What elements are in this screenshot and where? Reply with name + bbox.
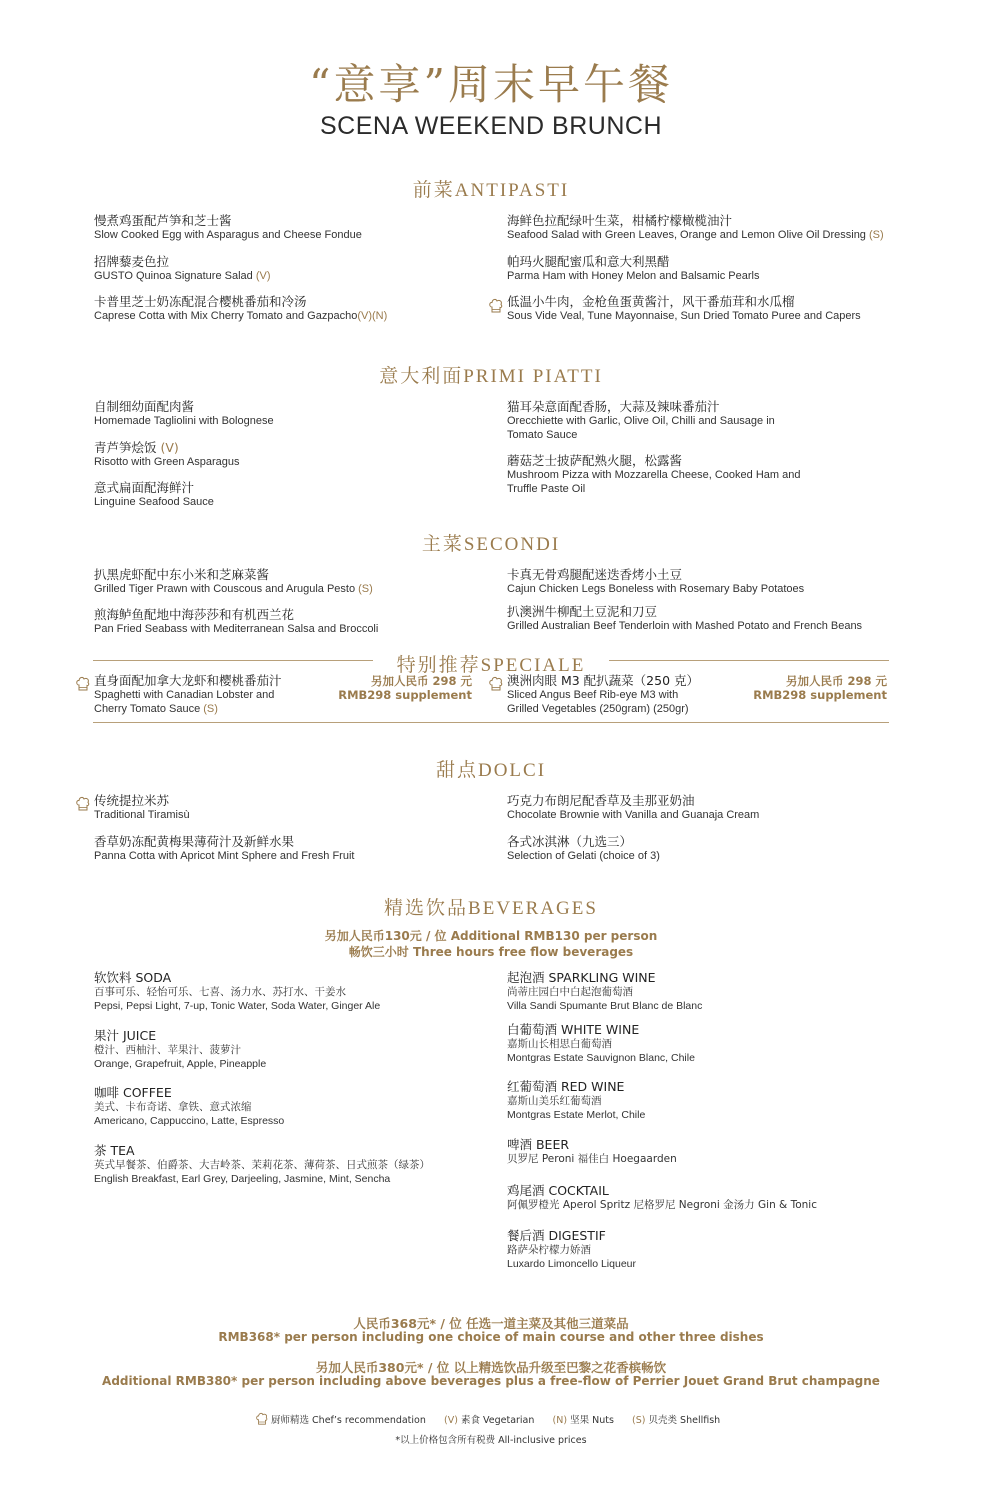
beverage-list-cn: 美式、卡布奇诺、拿铁、意式浓缩 [94, 1101, 252, 1113]
menu-item [94, 835, 354, 863]
beverage-title: 果汁 JUICE [94, 1028, 157, 1043]
supplement-price [745, 674, 887, 702]
item-name-cn: 卡普里芝士奶冻配混合樱桃番茄和冷汤 [94, 294, 307, 309]
menu-item [94, 214, 362, 242]
item-name-cn: 扒黑虎虾配中东小米和芝麻菜酱 [94, 567, 270, 582]
section-header-secondi: 主菜SECONDI [421, 534, 561, 555]
menu-item [507, 295, 861, 323]
beverage-list-en: Montgras Estate Sauvignon Blanc, Chile [507, 1052, 695, 1064]
beverage-title: 白葡萄酒 WHITE WINE [507, 1022, 640, 1037]
item-name-en: Risotto with Green Asparagus [94, 456, 240, 468]
beverage-title: 茶 TEA [94, 1143, 135, 1158]
menu-item [94, 441, 240, 469]
menu-item [507, 214, 884, 242]
menu-item [94, 481, 214, 509]
beverage-group [507, 1080, 645, 1122]
chef-hat-icon [256, 1412, 268, 1426]
beverage-title: 起泡酒 SPARKLING WINE [507, 970, 656, 985]
section-header-beverages: 精选饮品BEVERAGES [384, 898, 598, 919]
section-header-dolci: 甜点DOLCI [435, 760, 547, 781]
item-name-cn: 直身面配加拿大龙虾和樱桃番茄汁 [94, 673, 282, 688]
menu-item [94, 255, 271, 283]
beverage-list-cn: 英式早餐茶、伯爵茶、大吉岭茶、茉莉花茶、薄荷茶、日式煎茶（绿茶） [94, 1159, 430, 1171]
item-name-en: Chocolate Brownie with Vanilla and Guanaja Cream [507, 809, 760, 821]
chef-hat-icon [76, 676, 90, 692]
beverage-list-en: Orange, Grapefruit, Apple, Pineapple [94, 1058, 267, 1070]
item-name-cn: 各式冰淇淋（九选三） [507, 834, 633, 849]
item-name-cn: 卡真无骨鸡腿配迷迭香烤小土豆 [507, 567, 683, 582]
price-cn: 另加人民币 298 元 [370, 674, 472, 688]
item-name-en: Tomato Sauce [507, 429, 578, 441]
item-name-cn: 扒澳洲牛柳配土豆泥和刀豆 [507, 604, 658, 619]
beverage-list-cn: 尚蒂庄园白中白起泡葡萄酒 [507, 986, 633, 998]
item-name-cn: 青芦笋烩饭 [94, 440, 157, 455]
item-name-en: Cherry Tomato Sauce [94, 703, 201, 715]
beverage-list-en: Americano, Cappuccino, Latte, Espresso [94, 1115, 285, 1127]
menu-item [507, 835, 660, 863]
beverage-list-en: Luxardo Limoncello Liqueur [507, 1258, 636, 1270]
beverage-list-en: English Breakfast, Earl Grey, Darjeeling, Jasmine, Mint, Sencha [94, 1173, 391, 1185]
menu-item [94, 400, 274, 428]
item-name-cn: 海鲜色拉配绿叶生菜，柑橘柠檬橄榄油汁 [507, 213, 733, 228]
item-name-cn: 慢煮鸡蛋配芦笋和芝士酱 [94, 213, 232, 228]
menu-item [94, 794, 190, 822]
legend-n-tag: (N) [552, 1415, 568, 1426]
beverage-group [94, 1029, 266, 1071]
beverage-group [94, 1144, 430, 1186]
page-title-en: SCENA WEEKEND BRUNCH [320, 112, 662, 140]
price-en: RMB298 supplement [753, 688, 887, 702]
item-name-en: Spaghetti with Canadian Lobster and [94, 689, 275, 701]
item-name-cn: 自制细幼面配肉酱 [94, 399, 195, 414]
item-name-cn: 煎海鲈鱼配地中海莎莎和有机西兰花 [94, 607, 295, 622]
dietary-tag: (V) [160, 440, 179, 455]
item-name-en: Grilled Australian Beef Tenderloin with Mashed Potato and French Beans [507, 620, 863, 632]
beverage-title: 软饮料 SODA [94, 970, 172, 985]
item-name-en: Orecchiette with Garlic, Olive Oil, Chilli and Sausage in [507, 415, 775, 427]
item-name-en: Traditional Tiramisù [94, 809, 190, 821]
item-name-cn: 招牌藜麦色拉 [94, 254, 170, 269]
legend-nuts: 坚果 Nuts [570, 1415, 614, 1426]
chef-hat-icon [489, 676, 503, 692]
supplement-price [330, 674, 472, 702]
legend-vegetarian: 素食 Vegetarian [460, 1415, 535, 1426]
menu-item [507, 605, 862, 633]
item-name-en: Sous Vide Veal, Tune Mayonnaise, Sun Dried Tomato Puree and Capers [507, 310, 861, 322]
item-name-en: Slow Cooked Egg with Asparagus and Cheese Fondue [94, 229, 362, 241]
beverage-list-en: Villa Sandi Spumante Brut Blanc de Blanc [507, 1000, 703, 1012]
menu-item [507, 255, 760, 283]
beverage-group [507, 971, 702, 1013]
legend-v-tag: (V) [444, 1415, 458, 1426]
dietary-tag: (V)(N) [357, 310, 388, 322]
item-name-en: Truffle Paste Oil [507, 483, 586, 495]
price-cn: 另加人民币 298 元 [785, 674, 887, 688]
item-name-en: Parma Ham with Honey Melon and Balsamic Pearls [507, 270, 760, 282]
section-header-primi: 意大利面PRIMI PIATTI [379, 366, 603, 387]
beverage-group [507, 1229, 636, 1271]
beverage-list-en: Pepsi, Pepsi Light, 7-up, Tonic Water, Soda Water, Ginger Ale [94, 1000, 381, 1012]
beverage-group [507, 1184, 817, 1212]
price-line-1-cn: 人民币368元* / 位 任选一道主菜及其他三道菜品 [353, 1316, 629, 1331]
item-name-cn: 帕玛火腿配蜜瓜和意大利黑醋 [507, 254, 670, 269]
price-en: RMB298 supplement [338, 688, 472, 702]
beverage-group [94, 1086, 284, 1128]
menu-item-special [507, 674, 699, 716]
item-name-cn: 意式扁面配海鲜汁 [94, 480, 195, 495]
item-name-en: Seafood Salad with Green Leaves, Orange and Lemon Olive Oil Dressing [507, 229, 866, 241]
item-name-cn: 蘑菇芝士披萨配熟火腿，松露酱 [507, 453, 683, 468]
beverage-duration-note: 畅饮三小时 Three hours free flow beverages [348, 945, 634, 959]
item-name-en: GUSTO Quinoa Signature Salad [94, 270, 253, 282]
beverage-list-cn: 嘉斯山长相思白葡萄酒 [507, 1038, 612, 1050]
beverage-title: 餐后酒 DIGESTIF [507, 1228, 606, 1243]
item-name-cn: 猫耳朵意面配香肠，大蒜及辣味番茄汁 [507, 399, 720, 414]
menu-item-special [94, 674, 282, 716]
beverage-list-cn: 嘉斯山美乐红葡萄酒 [507, 1095, 602, 1107]
menu-item [94, 568, 373, 596]
beverage-title: 咖啡 COFFEE [94, 1085, 172, 1100]
item-name-en: Grilled Vegetables (250gram) (250gr) [507, 703, 689, 715]
chef-hat-icon [76, 796, 90, 812]
beverage-group [507, 1138, 677, 1166]
price-line-1-en: RMB368* per person including one choice of main course and other three dishes [218, 1330, 764, 1344]
legend-chef: 厨师精选 Chef’s recommendation [271, 1415, 426, 1426]
beverage-group [94, 971, 380, 1013]
menu-item [507, 454, 800, 496]
beverage-title: 红葡萄酒 RED WINE [507, 1079, 625, 1094]
menu-item [507, 400, 775, 442]
menu-item [507, 794, 759, 822]
legend-shellfish: 贝壳类 Shellfish [648, 1415, 721, 1426]
beverage-list-cn: 橙汁、西柚汁、苹果汁、菠萝汁 [94, 1044, 241, 1056]
page-title-cn: “意享”周末早午餐 [309, 60, 673, 109]
beverage-price-note: 另加人民币130元 / 位 Additional RMB130 per person [324, 929, 658, 943]
dietary-tag: (S) [203, 703, 218, 715]
item-name-en: Selection of Gelati (choice of 3) [507, 850, 660, 862]
item-name-cn: 香草奶冻配黄梅果薄荷汁及新鲜水果 [94, 834, 295, 849]
beverage-list-cn: 阿佩罗橙光 Aperol Spritz 尼格罗尼 Negroni 金汤力 Gin & Tonic [507, 1199, 817, 1211]
item-name-en: Mushroom Pizza with Mozzarella Cheese, Cooked Ham and [507, 469, 801, 481]
item-name-en: Pan Fried Seabass with Mediterranean Salsa and Broccoli [94, 623, 379, 635]
dietary-tag: (S) [358, 583, 373, 595]
beverage-list-en: Montgras Estate Merlot, Chile [507, 1109, 646, 1121]
price-line-2-en: Additional RMB380* per person including above beverages plus a free-flow of Perrier Jouet Grand Brut champagne [102, 1374, 880, 1388]
legend [256, 1412, 720, 1426]
section-header-antipasti: 前菜ANTIPASTI [412, 180, 570, 201]
dietary-tag: (V) [255, 270, 271, 282]
menu-item [94, 295, 387, 323]
item-name-en: Caprese Cotta with Mix Cherry Tomato and Gazpacho [94, 310, 358, 322]
beverage-group [507, 1023, 695, 1065]
chef-hat-icon [489, 298, 503, 314]
price-line-2-cn: 另加人民币380元* / 位 以上精选饮品升级至巴黎之花香槟畅饮 [315, 1360, 667, 1375]
footnote: *以上价格包含所有税费 All-inclusive prices [395, 1435, 587, 1446]
menu-item [94, 608, 378, 636]
item-name-cn: 传统提拉米苏 [94, 793, 170, 808]
item-name-en: Grilled Tiger Prawn with Couscous and Arugula Pesto [94, 583, 356, 595]
beverage-list-cn: 路萨朵柠檬力娇酒 [507, 1244, 591, 1256]
legend-s-tag: (S) [632, 1415, 646, 1426]
beverage-title: 鸡尾酒 COCKTAIL [507, 1183, 609, 1198]
item-name-cn: 澳洲肉眼 M3 配扒蔬菜（250 克） [507, 673, 700, 688]
item-name-en: Sliced Angus Beef Rib-eye M3 with [507, 689, 679, 701]
beverage-title: 啤酒 BEER [507, 1137, 570, 1152]
section-header-speciale: 特别推荐SPECIALE [396, 655, 586, 676]
beverage-list-cn: 百事可乐、轻怡可乐、七喜、汤力水、苏打水、干姜水 [94, 986, 346, 998]
item-name-en: Homemade Tagliolini with Bolognese [94, 415, 274, 427]
item-name-en: Linguine Seafood Sauce [94, 496, 214, 508]
item-name-en: Panna Cotta with Apricot Mint Sphere and Fresh Fruit [94, 850, 355, 862]
item-name-cn: 低温小牛肉，金枪鱼蛋黄酱汁，风干番茄茸和水瓜榴 [507, 294, 795, 309]
divider [93, 722, 889, 723]
item-name-cn: 巧克力布朗尼配香草及圭那亚奶油 [507, 793, 695, 808]
beverage-list-cn: 贝罗尼 Peroni 福佳白 Hoegaarden [507, 1153, 677, 1165]
menu-item [507, 568, 804, 596]
dietary-tag: (S) [869, 229, 884, 241]
item-name-en: Cajun Chicken Legs Boneless with Rosemary Baby Potatoes [507, 583, 805, 595]
